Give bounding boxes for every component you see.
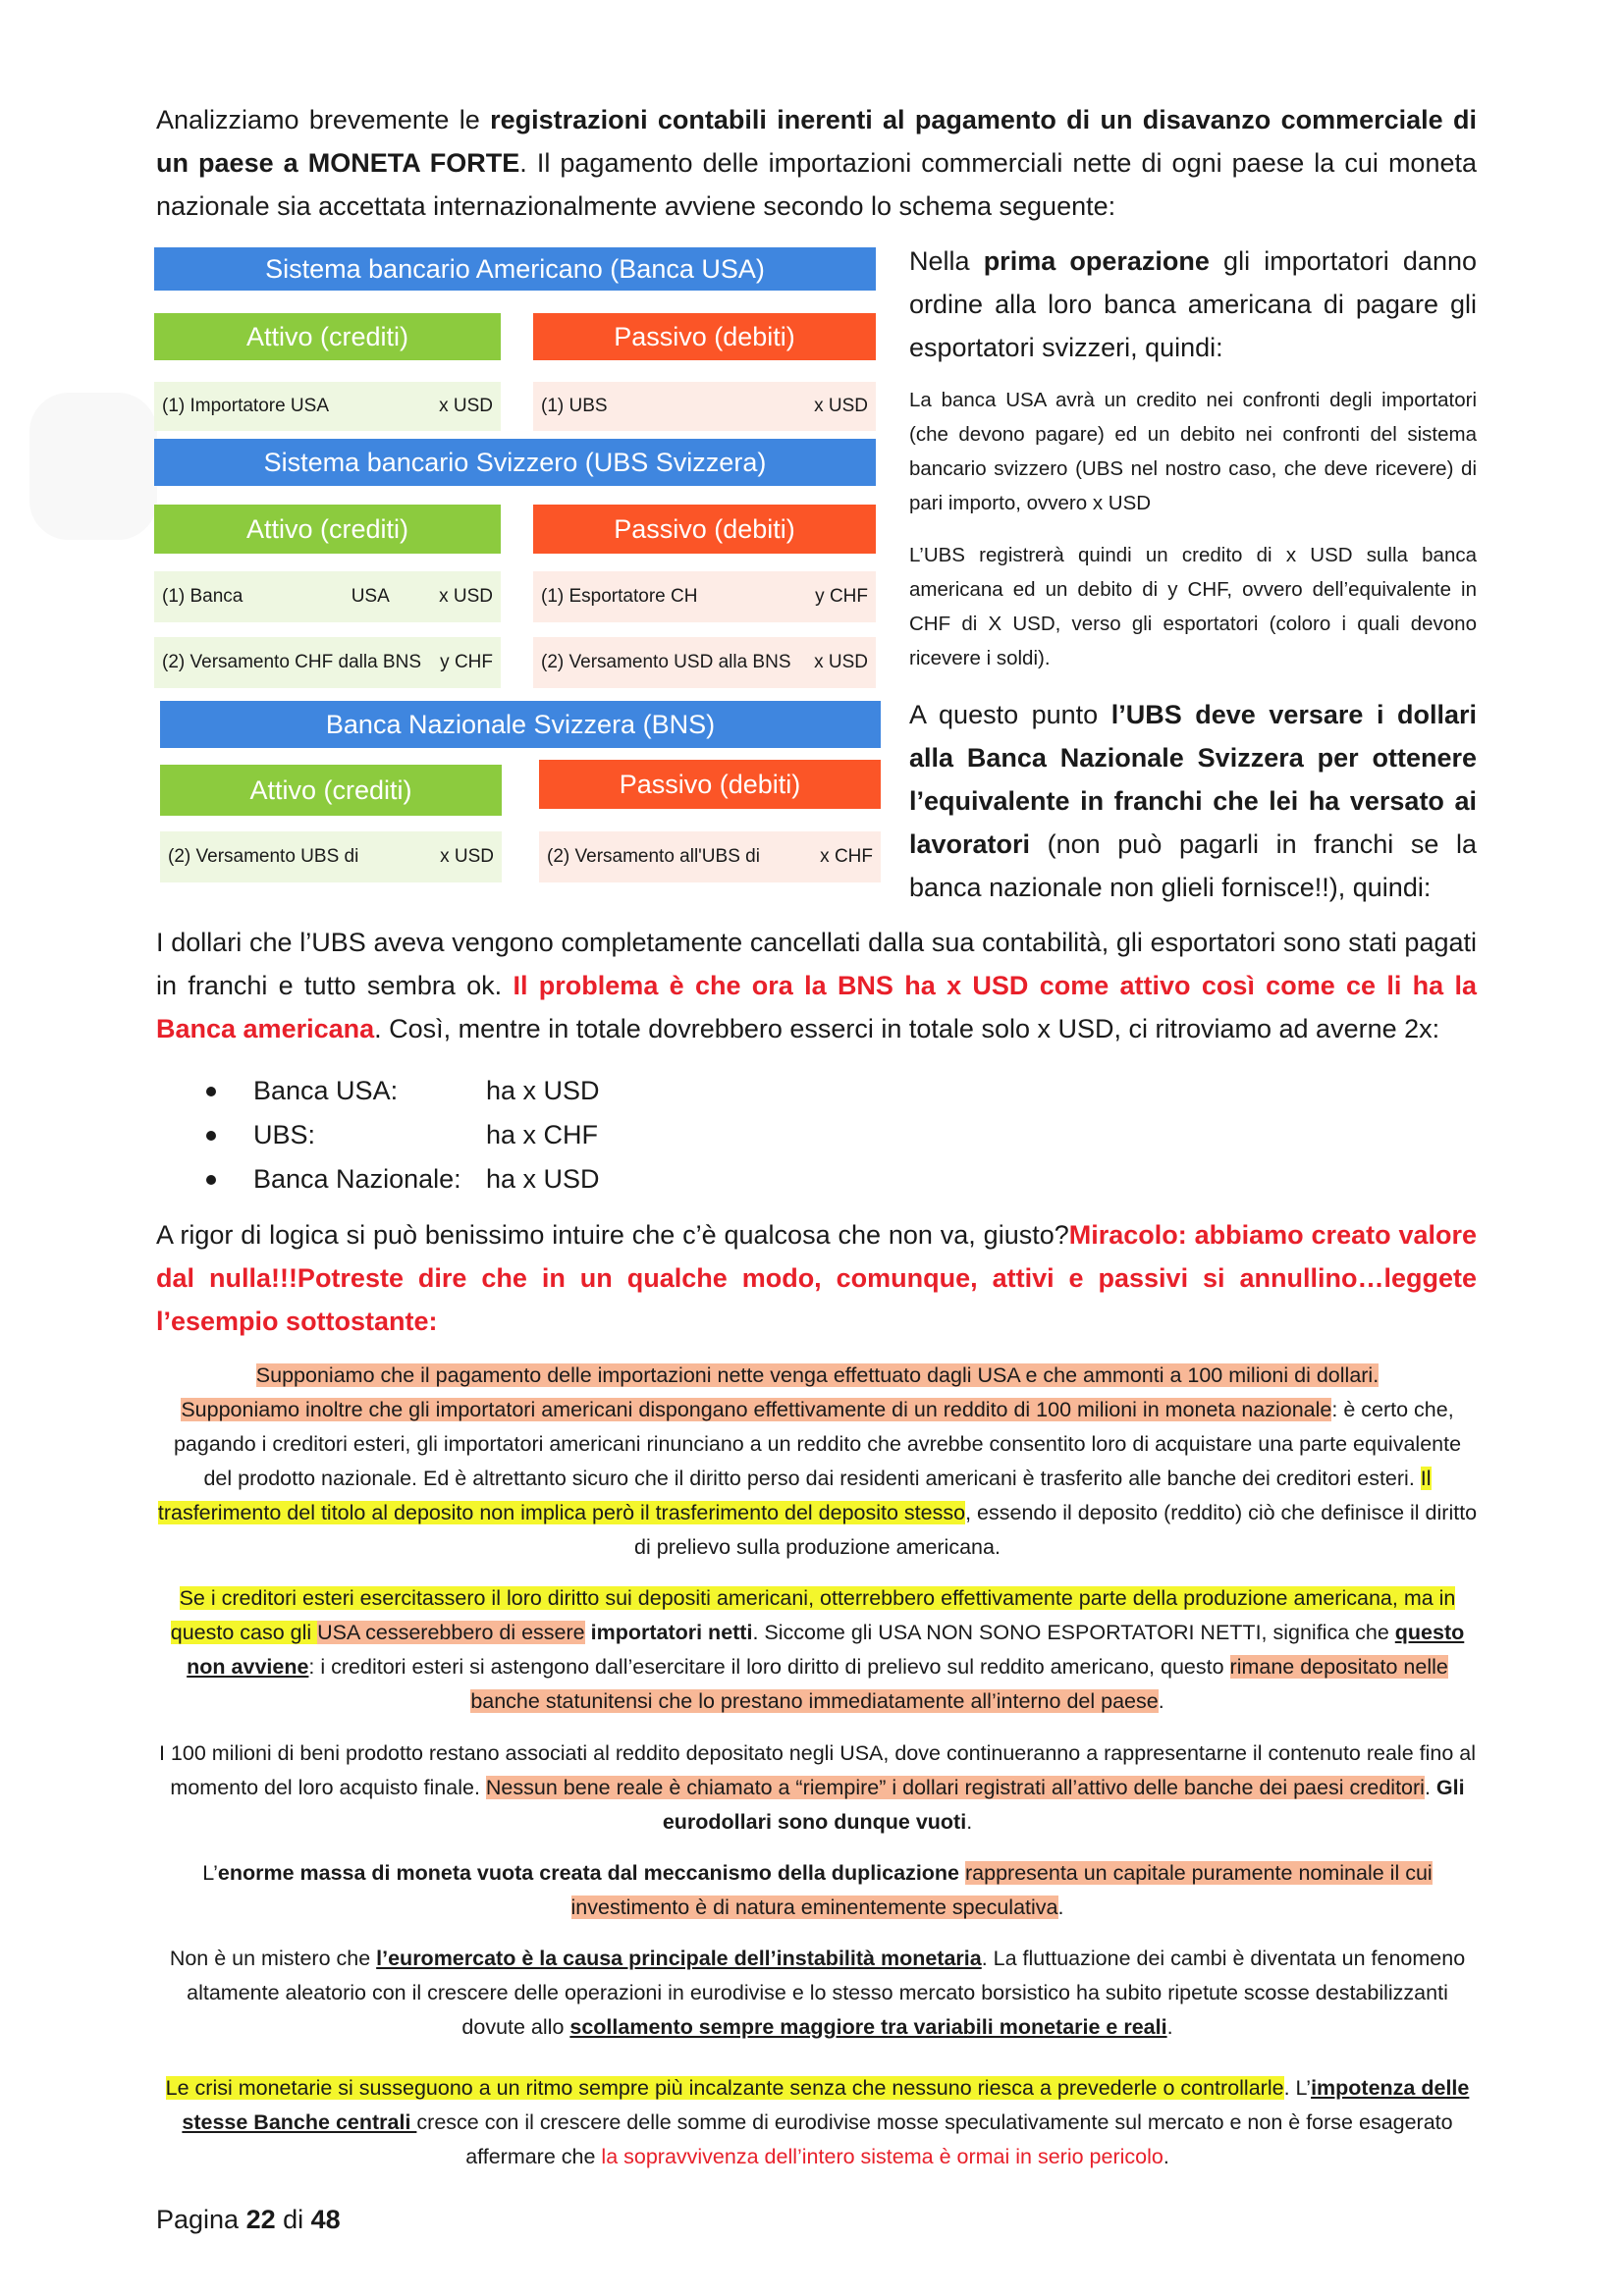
bns-liabilities-header: Passivo (debiti) — [539, 760, 881, 809]
right-usa-note: La banca USA avrà un credito nei confronti degli importatori (che devono pagare) ed un debito nei confronti del sistema bancario svizzero (UBS nel nostro caso, che deve ricevere) di pari importo, ovvero x USD — [909, 389, 1477, 514]
duplication-paragraph: I dollari che l’UBS aveva vengono completamente cancellati dalla sua contabilità, gli esportatori sono stati pagati in franchi e tutto sembra ok. Il problema è che ora la BNS ha x USD come attivo così come ce li ha la Banca americana. Così, mentre in totale dovrebbero esserci in totale solo x USD, ci ritroviamo ad averne 2x: — [156, 928, 1478, 1043]
bns-asset-value: x USD — [440, 846, 494, 867]
ubs-liabilities-header: Passivo (debiti) — [533, 505, 876, 554]
right-bns-note: A questo punto l’UBS deve versare i dollari alla Banca Nazionale Svizzera per ottenere l’equivalente in franchi che lei ha versato ai lavoratori (non può pagarli in franchi se la banca nazionale non glieli fornisce!!), quindi: — [909, 700, 1477, 902]
ubs-liability-label: (1) Esportatore CH — [541, 586, 698, 607]
bns-bank-title: Banca Nazionale Svizzera (BNS) — [160, 701, 881, 748]
example-paragraph-2: Se i creditori esteri esercitassero il loro diritto sui depositi americani, otterrebbero effettivamente parte della produzione americana, ma in questo caso gli USA cesserebbero di essere importatori netti. Siccome gli USA NON SONO ESPORTATORI NETTI, significa che questo non avviene: i creditori esteri si astengono dall’esercitare il loro diritto di prelievo sul reddito americano, questo rimane depositato nelle banche statunitensi che lo prestano immediatamente all’interno del paese. — [170, 1586, 1465, 1713]
usa-asset-value: x USD — [439, 396, 493, 416]
right-ubs-note: L’UBS registrerà quindi un credito di x USD sulla banca americana ed un debito di y CHF, ovvero dell’equivalente in CHF di X USD, verso gli esportatori (coloro i quali devono ricevere i soldi). — [909, 544, 1477, 669]
example-paragraph-4: L’enorme massa di moneta vuota creata dal meccanismo della duplicazione rappresenta un capitale puramente nominale il cui investimento è di natura eminentemente speculativa. — [202, 1861, 1433, 1919]
right-first-operation: Nella prima operazione gli importatori danno ordine alla loro banca americana di pagare gli esportatori svizzeri, quindi: — [909, 246, 1478, 362]
ubs-assets-header: Attivo (crediti) — [154, 505, 501, 554]
bns-asset-label: (2) Versamento UBS di — [168, 846, 359, 867]
bns-assets-header: Attivo (crediti) — [160, 765, 502, 816]
usa-asset-row — [154, 382, 501, 431]
bns-liability-value: x CHF — [820, 846, 873, 867]
ubs-liability-value: y CHF — [815, 586, 868, 607]
ubs-asset-row — [154, 571, 501, 622]
bullet-icon — [206, 1175, 216, 1185]
bullet-icon — [206, 1131, 216, 1141]
usa-asset-label: (1) Importatore USA — [162, 396, 329, 416]
list-item: UBS: ha x CHF — [206, 1113, 600, 1157]
example-paragraph-3: I 100 milioni di beni prodotto restano associati al reddito depositato negli USA, dove continueranno a rappresentarne il contenuto reale fino al momento del loro acquisto finale. Nessun bene reale è chiamato a “riempire” i dollari registrati all’attivo delle banche dei paesi creditori. Gli eurodollari sono dunque vuoti. — [158, 1741, 1477, 1834]
usa-bank-title: Sistema bancario Americano (Banca USA) — [154, 247, 876, 291]
usa-liability-value: x USD — [814, 396, 868, 416]
bullet-icon — [206, 1087, 216, 1096]
ubs-bank-title: Sistema bancario Svizzero (UBS Svizzera) — [154, 439, 876, 486]
ubs-liability-row — [533, 637, 876, 688]
usa-liabilities-header: Passivo (debiti) — [533, 313, 876, 360]
ubs-asset-mid: USA — [351, 586, 390, 607]
ubs-asset-value: x USD — [439, 586, 493, 607]
list-item: Banca USA: ha x USD — [206, 1069, 600, 1113]
bns-liability-label: (2) Versamento all'UBS di — [547, 846, 760, 867]
example-paragraph-1: Supponiamo che il pagamento delle importazioni nette venga effettuato dagli USA e che ammonti a 100 milioni di dollari. Supponiamo inoltre che gli importatori americani dispongano effettivamente di un reddito di 100 milioni in moneta nazionale: è certo che, pagando i creditori esteri, gli importatori americani rinunciano a un reddito che avrebbe consentito loro di acquistare una parte equivalente del prodotto nazionale. Ed è altrettanto sicuro che il diritto perso dai residenti americani è trasferito alle banche dei creditori esteri. Il trasferimento del titolo al deposito non implica però il trasferimento del deposito stesso, essendo il deposito (reddito) ciò che definisce il diritto di prelievo sulla produzione americana. — [157, 1363, 1478, 1559]
watermark — [29, 393, 157, 540]
ubs-liability-label: (2) Versamento USD alla BNS — [541, 652, 791, 672]
intro-paragraph: Analizziamo brevemente le registrazioni contabili inerenti al pagamento di un disavanzo commerciale di un paese a MONETA FORTE. Il pagamento delle importazioni commerciali nette di ogni paese la cui moneta nazionale sia accettata internazionalmente avviene secondo lo schema seguente: — [156, 105, 1477, 221]
example-paragraph-6: Le crisi monetarie si susseguono a un ritmo sempre più incalzante senza che nessuno riesca a prevederle o controllarle. L’impotenza delle stesse Banche centrali cresce con il crescere delle somme di eurodivise mosse speculativamente sul mercato e non è forse esagerato affermare che la sopravvivenza dell’intero sistema è ormai in serio pericolo. — [165, 2076, 1470, 2168]
bns-asset-row — [160, 831, 502, 882]
list-item: Banca Nazionale: ha x USD — [206, 1157, 600, 1201]
ubs-asset-label: (2) Versamento CHF dalla BNS — [162, 652, 421, 672]
miracle-paragraph: A rigor di logica si può benissimo intuire che c’è qualcosa che non va, giusto?Miracolo: abbiamo creato valore dal nulla!!!Potreste dire che in un qualche modo, comunque, attivi e passivi si annullino…leggete l’esempio sottostante: — [156, 1220, 1478, 1336]
usa-liability-row — [533, 382, 876, 431]
usa-assets-header: Attivo (crediti) — [154, 313, 501, 360]
ubs-asset-value: y CHF — [440, 652, 493, 672]
ubs-asset-row — [154, 637, 501, 688]
page-number: Pagina 22 di 48 — [156, 2205, 341, 2234]
ubs-asset-label: (1) Banca — [162, 586, 243, 607]
ubs-liability-row — [533, 571, 876, 622]
usa-liability-label: (1) UBS — [541, 396, 608, 416]
holdings-list — [206, 1069, 600, 1201]
example-paragraph-5: Non è un mistero che l’euromercato è la causa principale dell’instabilità monetaria. La fluttuazione dei cambi è diventata un fenomeno altamente aleatorio con il crescere delle operazioni in eurodivise e lo stesso mercato borsistico ha subito ripetute scosse destabilizzanti dovute allo scollamento sempre maggiore tra variabili monetarie e reali. — [169, 1947, 1466, 2039]
bns-liability-row — [539, 831, 881, 882]
ubs-liability-value: x USD — [814, 652, 868, 672]
